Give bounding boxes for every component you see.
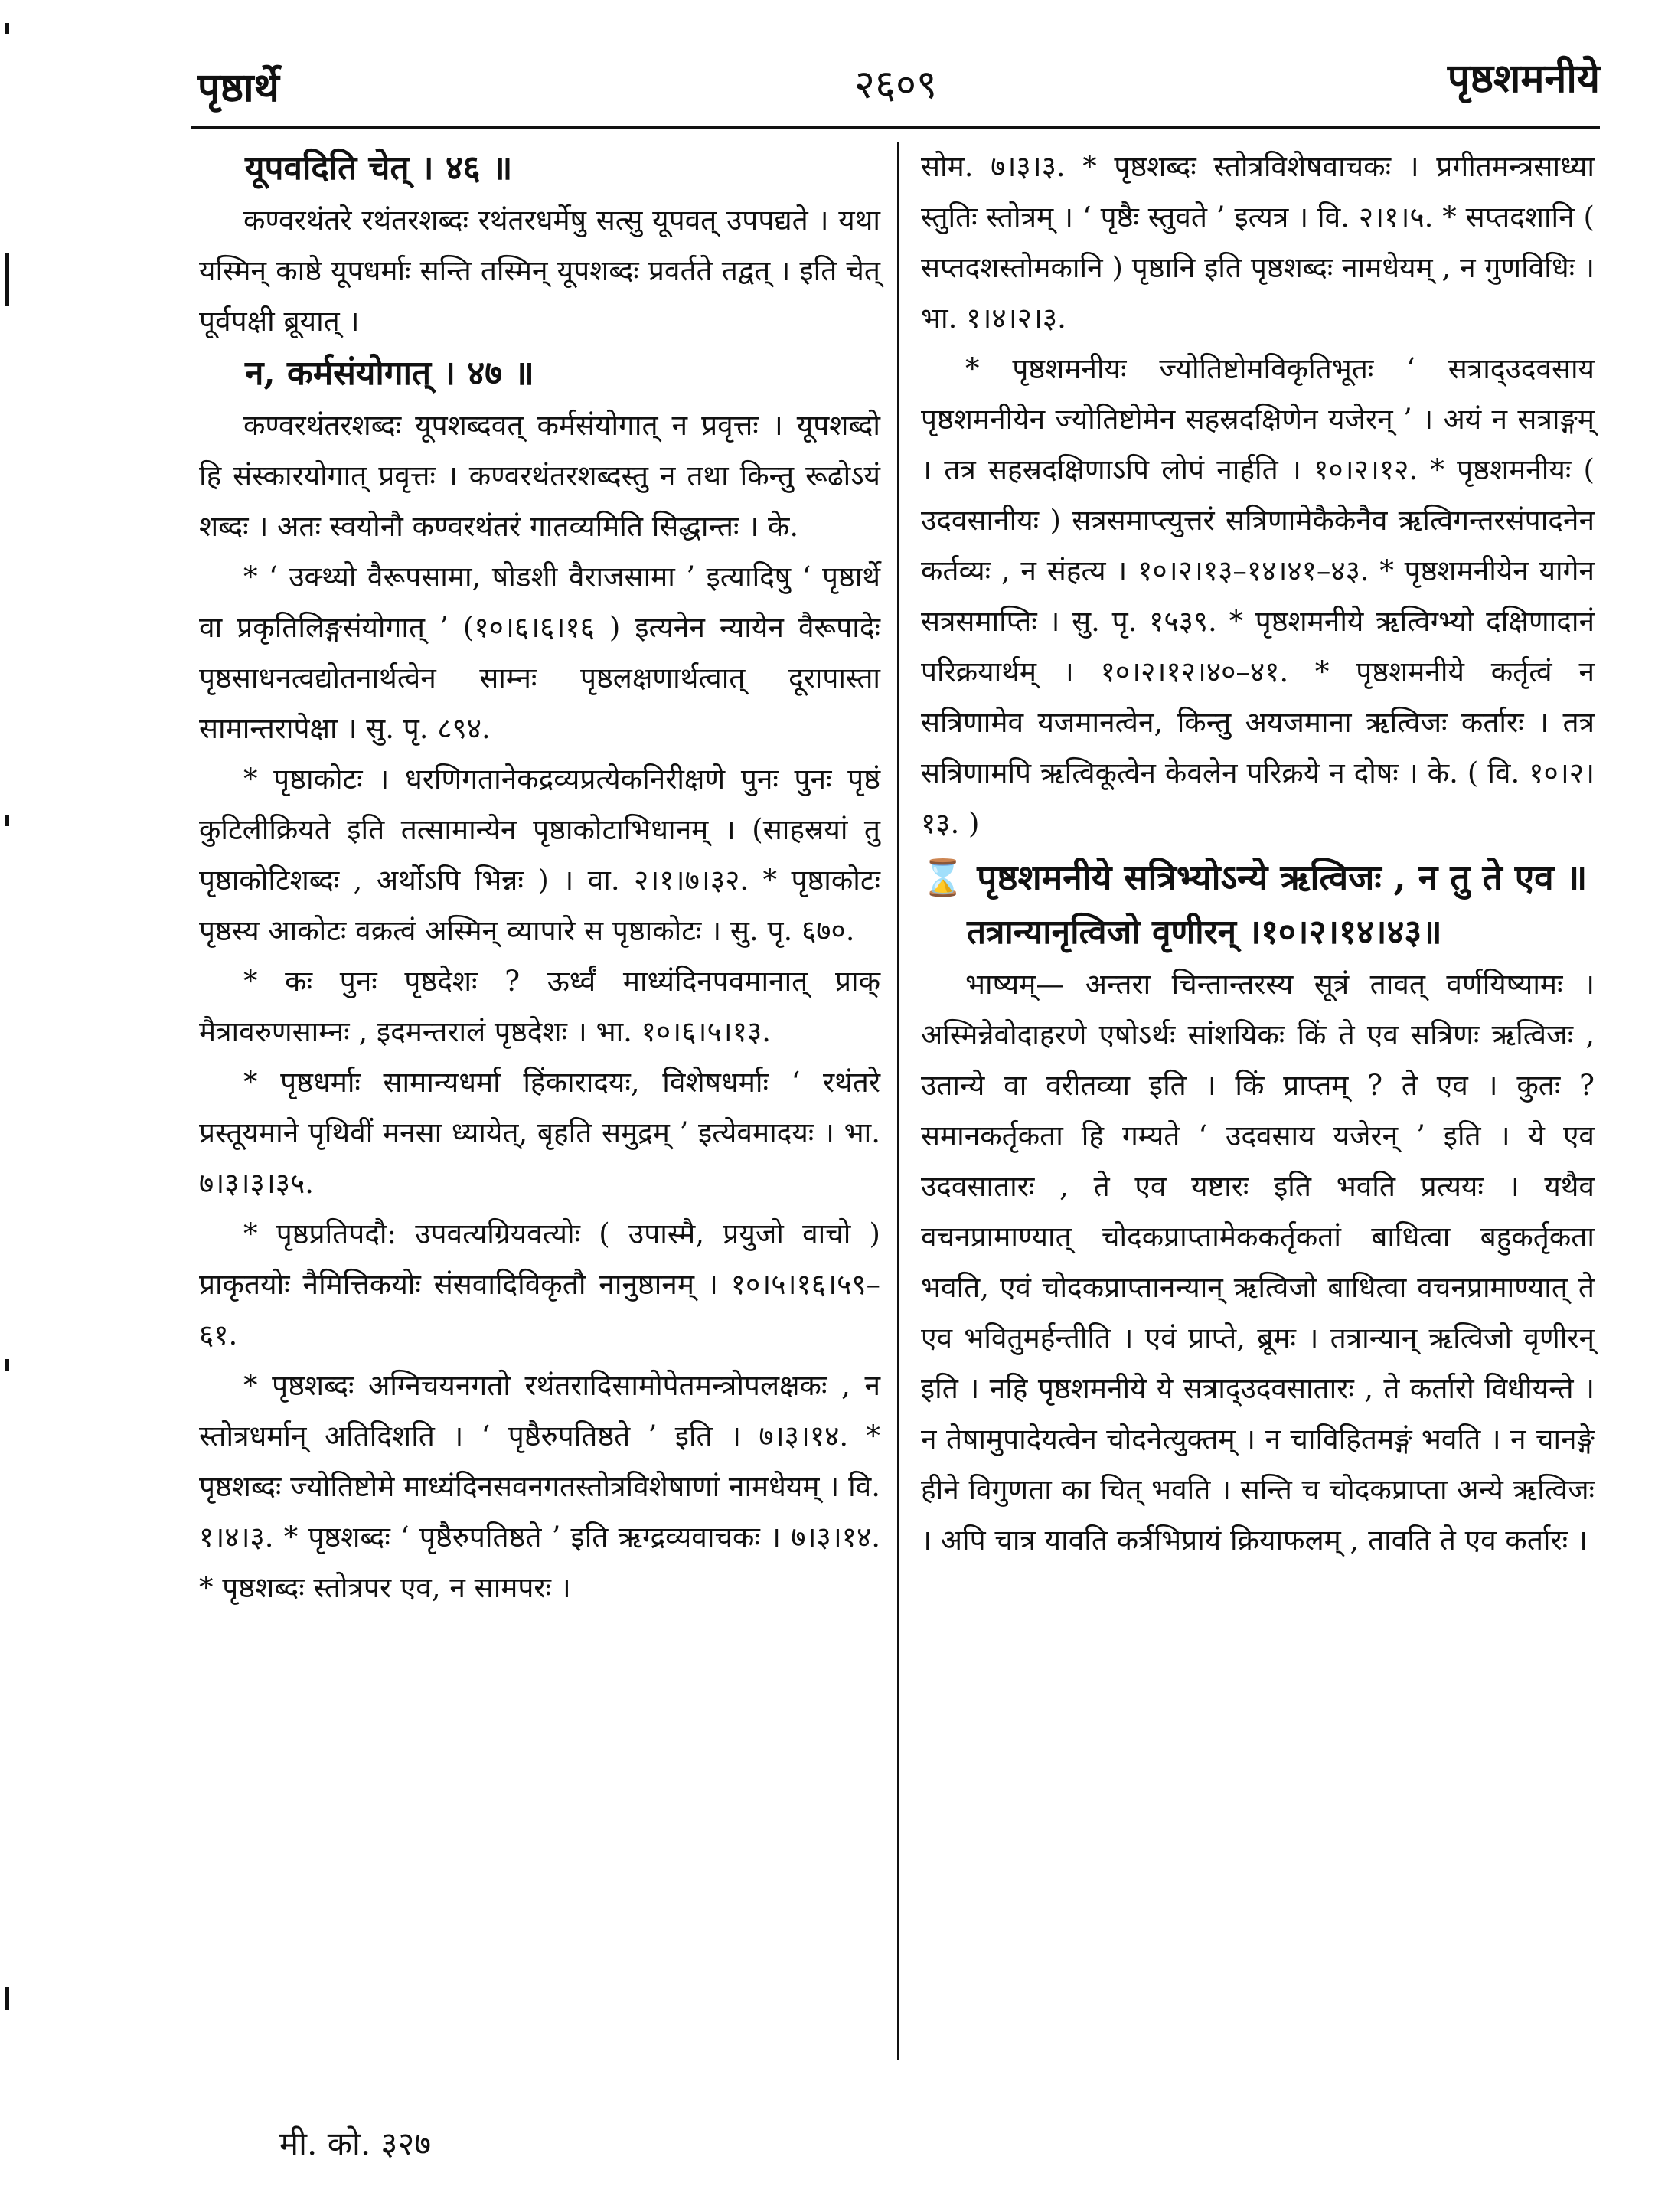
entry-paragraph: * पृष्ठधर्माः सामान्यधर्मा हिंकारादयः, विशेषधर्माः ‘ रथंतरे प्रस्तूयमाने पृथिवीं मनसा ध्यायेत्, बृहति समुद्रम् ’ इत्येवमादयः । भा. ७।३।३।३५.	[199, 1066, 880, 1200]
adhikarana-heading: ⌛ पृष्ठशमनीये सत्रिभ्योऽन्ये ऋत्विजः , न तु ते एव ॥	[921, 857, 1588, 898]
sutra-heading: यूपवदिति चेत् । ४६ ॥	[245, 149, 513, 188]
right-column	[921, 142, 1595, 1566]
scan-mark	[5, 253, 9, 306]
entry-paragraph: * पृष्ठशमनीयः ज्योतिष्टोमविकृतिभूतः ‘ सत्राद्उदवसाय पृष्ठशमनीयेन ज्योतिष्टोमेन सहस्रदक्षिणेन यजेरन् ’ । अयं न सत्राङ्गम् । तत्र सहस्रदक्षिणाऽपि लोपं नार्हति । १०।२।१२. * पृष्ठशमनीयः ( उदवसानीयः ) सत्रसमाप्त्युत्तरं सत्रिणामेकैकेनैव ऋत्विगन्तरसंपादनेन कर्तव्यः , न संहत्य । १०।२।१३–१४।४१–४३. * पृष्ठशमनीयेन यागेन सत्रसमाप्तिः । सु. पृ. १५३९. * पृष्ठशमनीये ऋत्विग्भ्यो दक्षिणादानं परिक्रयार्थम् । १०।२।१२।४०–४१. * पृष्ठशमनीये कर्तृत्वं न सत्रिणामेव यजमानत्वेन, किन्तु अयजमाना ऋत्विजः कर्तारः । तत्र सत्रिणामपि ऋत्विकूत्वेन केवलेन परिक्रये न दोषः । के. ( वि. १०।२।१३. )	[921, 352, 1595, 840]
scan-margin-marks	[0, 0, 15, 2212]
scan-mark	[5, 815, 9, 826]
commentary-paragraph: कण्वरथंतरशब्दः यूपशब्दवत् कर्मसंयोगात् न प्रवृत्तः । यूपशब्दो हि संस्कारयोगात् प्रवृत्तः । कण्वरथंतरशब्दस्तु न तथा किन्तु रूढोऽयं शब्दः । अतः स्वयोनौ कण्वरथंतरं गातव्यमिति सिद्धान्तः । के.	[199, 409, 880, 543]
entry-paragraph: * कः पुनः पृष्ठदेशः ? ऊर्ध्वं माध्यंदिनपवमानात् प्राक् मैत्रावरुणसाम्नः , इदमन्तरालं पृष्ठदेशः । भा. १०।६।५।१३.	[199, 965, 880, 1048]
page-header	[191, 42, 1600, 119]
bhashya-paragraph: भाष्यम्— अन्तरा चिन्तान्तरस्य सूत्रं तावत् वर्णयिष्यामः । अस्मिन्नेवोदाहरणे एषोऽर्थः सांशयिकः किं ते एव सत्रिणः ऋत्विजः , उतान्ये वा वरीतव्या इति । किं प्राप्तम् ? ते एव । कुतः ? समानकर्तृकता हि गम्यते ‘ उदवसाय यजेरन् ’ इति । ये एव उदवसातारः , ते एव यष्टारः इति भवति प्रत्ययः । यथैव वचनप्रामाण्यात् चोदकप्राप्तामेककर्तृकतां बाधित्वा बहुकर्तृकता भवति, एवं चोदकप्राप्तानन्यान् ऋत्विजो बाधित्वा वचनप्रामाण्यात् ते एव भवितुमर्हन्तीति । एवं प्राप्ते, ब्रूमः । तत्रान्यान् ऋत्विजो वृणीरन् इति । नहि पृष्ठशमनीये ये सत्राद्उदवसातारः , ते कर्तारो विधीयन्ते । न तेषामुपादेयत्वेन चोदनेत्युक्तम् । न चाविहितमङ्गं भवति । न चानङ्गे हीने विगुणता का चित् भवति । सन्ति च चोदकप्राप्ता अन्ये ऋत्विजः । अपि चात्र यावति कर्त्रभिप्रायं क्रियाफलम् , तावति ते एव कर्तारः ।	[921, 968, 1595, 1557]
header-right-keyword: पृष्ठशमनीये	[1447, 55, 1600, 102]
entry-paragraph: * पृष्ठप्रतिपदौ: उपवत्यग्रियवत्योः ( उपास्मै, प्रयुजो वाचो ) प्राकृतयोः नैमित्तिकयोः संसवादिविकृतौ नानुष्ठानम् । १०।५।१६।५९–६१.	[199, 1217, 880, 1351]
sutra-heading: तत्रान्यानृत्विजो वृणीरन् ।१०।२।१४।४३॥	[967, 913, 1442, 952]
page-number: २६०९	[854, 62, 938, 108]
scan-mark	[5, 23, 9, 34]
header-rule	[191, 126, 1600, 129]
commentary-paragraph: कण्वरथंतरे रथंतरशब्दः रथंतरधर्मेषु सत्सु यूपवत् उपपद्यते । यथा यस्मिन् काष्ठे यूपधर्माः सन्ति तस्मिन् यूपशब्दः प्रवर्तते तद्वत् । इति चेत् पूर्वपक्षी ब्रूयात् ।	[199, 204, 880, 338]
header-left-keyword: पृष्ठार्थे	[197, 64, 279, 111]
scan-mark	[5, 1359, 9, 1371]
entry-paragraph: * ‘ उक्थ्यो वैरूपसामा, षोडशी वैराजसामा ’ इत्यादिषु ‘ पृष्ठार्थे वा प्रकृतिलिङ्गसंयोगात् ’ (१०।६।६।१६ ) इत्यनेन न्यायेन वैरूपादेः पृष्ठसाधनत्वद्योतनार्थत्वेन साम्नः पृष्ठलक्षणार्थत्वात् दूरापास्ता सामान्तरापेक्षा । सु. पृ. ८९४.	[199, 560, 880, 745]
entry-paragraph: सोम. ७।३।३. * पृष्ठशब्दः स्तोत्रविशेषवाचकः । प्रगीतमन्त्रसाध्या स्तुतिः स्तोत्रम् । ‘ पृष्ठैः स्तुवते ’ इत्यत्र । वि. २।१।५. * सप्तदशानि ( सप्तदशस्तोमकानि ) पृष्ठानि इति पृष्ठशब्दः नामधेयम् , न गुणविधिः । भा. १।४।२।३.	[921, 150, 1595, 335]
column-divider	[897, 142, 899, 2060]
scan-mark	[5, 1987, 9, 2010]
entry-paragraph: * पृष्ठशब्दः अग्निचयनगतो रथंतरादिसामोपेतमन्त्रोपलक्षकः , न स्तोत्रधर्मान् अतिदिशति । ‘ पृष्ठैरुपतिष्ठते ’ इति । ७।३।१४. * पृष्ठशब्दः ज्योतिष्टोमे माध्यंदिनसवनगतस्तोत्रविशेषाणां नामधेयम् । वि. १।४।३. * पृष्ठशब्दः ‘ पृष्ठैरुपतिष्ठते ’ इति ऋग्द्रव्यवाचकः । ७।३।१४. * पृष्ठशब्दः स्तोत्रपर एव, न सामपरः ।	[199, 1369, 880, 1604]
sutra-heading: न, कर्मसंयोगात् । ४७ ॥	[245, 354, 534, 393]
left-column	[199, 142, 880, 1613]
entry-paragraph: * पृष्ठाकोटः । धरणिगतानेकद्रव्यप्रत्येकनिरीक्षणे पुनः पुनः पृष्ठं कुटिलीक्रियते इति तत्सामान्येन पृष्ठाकोटाभिधानम् । (साहस्रयां तु पृष्ठाकोटिशब्दः , अर्थोऽपि भिन्नः ) । वा. २।१।७।३२. * पृष्ठाकोटः पृष्ठस्य आकोटः वक्रत्वं अस्मिन् व्यापारे स पृष्ठाकोटः । सु. पृ. ६७०.	[199, 763, 880, 947]
page-footer-signature: मी. को. ३२७	[279, 2125, 432, 2162]
